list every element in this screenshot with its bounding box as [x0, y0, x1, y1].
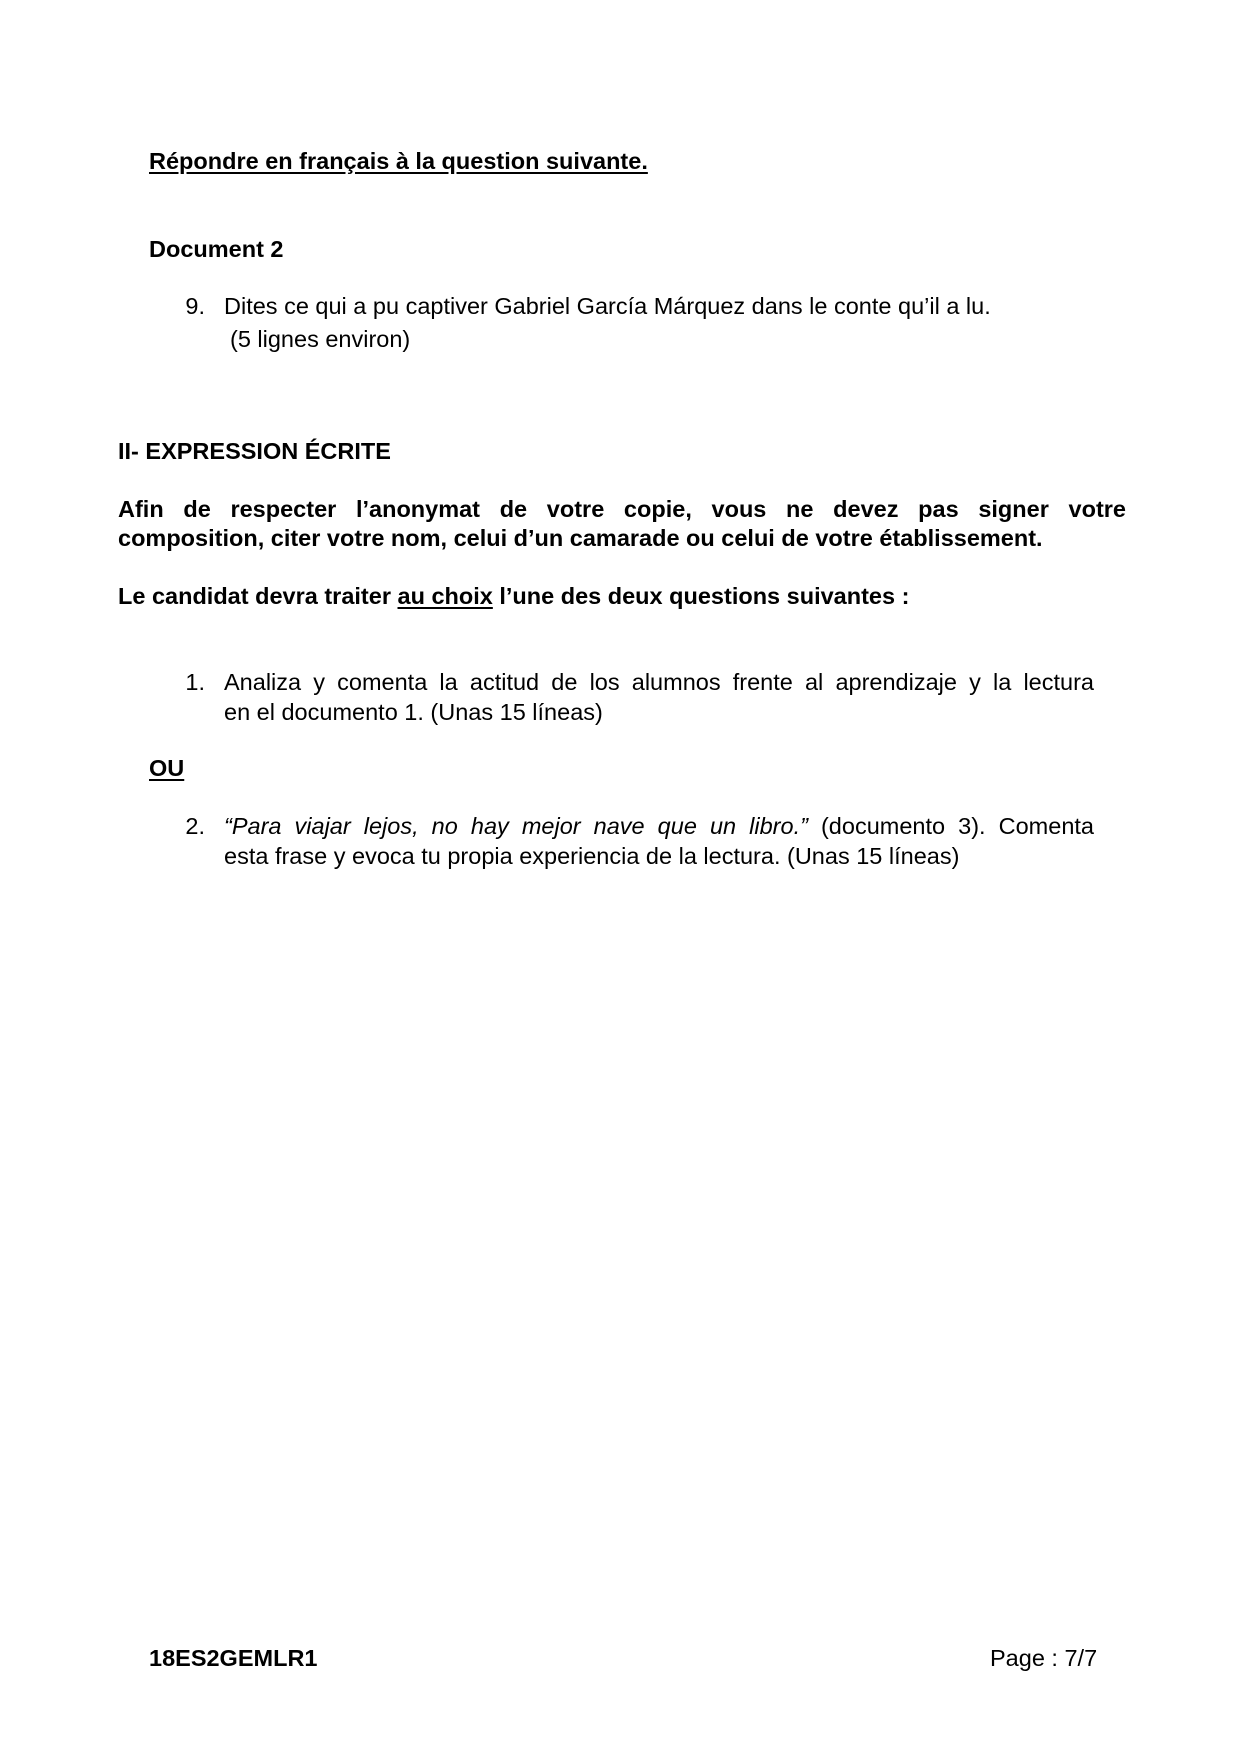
question-line1-rest: (documento 3). Comenta: [807, 813, 1094, 839]
question-number: 1.: [185, 669, 205, 695]
question-line2: esta frase y evoca tu propia experiencia de la lectura. (Unas 15 líneas): [224, 843, 960, 869]
question-quote: “Para viajar lejos, no hay mejor nave que un libro.”: [224, 813, 808, 839]
footer-page-number: Page : 7/7: [990, 1645, 1098, 1671]
question-note: (5 lignes environ): [230, 326, 411, 352]
footer-code: 18ES2GEMLR1: [149, 1645, 318, 1671]
question-line1: [224, 811, 1094, 841]
question-line2: en el documento 1. (Unas 15 líneas): [224, 699, 603, 725]
anonymity-notice-line1: Afin de respecter l’anonymat de votre copie, vous ne devez pas signer votre: [118, 496, 1126, 522]
question-line1: Analiza y comenta la actitud de los alumnos frente al aprendizaje y la lectura: [224, 669, 1094, 695]
choice-after: l’une des deux questions suivantes :: [492, 583, 910, 609]
choice-underlined: au choix: [397, 583, 493, 609]
anonymity-notice-line2: composition, citer votre nom, celui d’un camarade ou celui de votre établissement.: [118, 525, 1043, 551]
document-label: Document 2: [149, 236, 284, 262]
question-number: 2.: [185, 813, 205, 839]
question-text: Dites ce qui a pu captiver Gabriel García Márquez dans le conte qu’il a lu.: [224, 293, 991, 319]
choice-instruction: [118, 581, 909, 611]
instruction-heading: Répondre en français à la question suivante.: [149, 148, 648, 174]
choice-before: Le candidat devra traiter: [118, 583, 398, 609]
section-heading: II- EXPRESSION ÉCRITE: [118, 438, 391, 464]
or-label: OU: [149, 755, 185, 781]
question-number: 9.: [185, 293, 205, 319]
